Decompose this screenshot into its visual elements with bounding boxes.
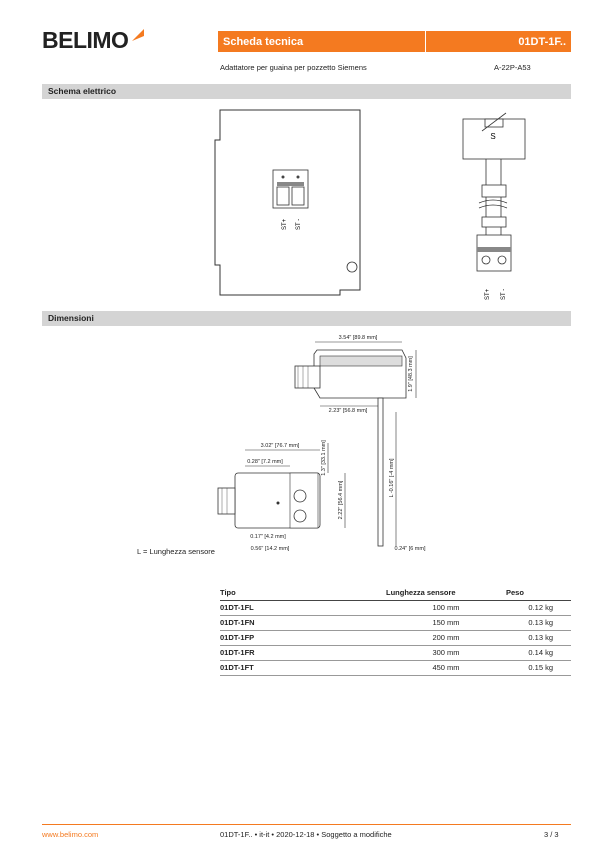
cell-length: 200 mm xyxy=(386,630,506,645)
cell-weight: 0.14 kg xyxy=(506,645,571,660)
dim-top-offset: 2.23" [56.8 mm] xyxy=(328,408,368,414)
header-bar xyxy=(218,31,571,52)
cell-weight: 0.12 kg xyxy=(506,600,571,615)
doc-type: Scheda tecnica xyxy=(223,35,304,48)
header-type: Tipo xyxy=(220,585,386,600)
accessory-code: A-22P-A53 xyxy=(494,63,531,72)
table-row xyxy=(220,630,571,645)
cell-weight: 0.13 kg xyxy=(506,630,571,645)
table-row xyxy=(220,615,571,630)
wiring-schematic-diagram xyxy=(455,105,535,305)
cell-type: 01DT-1FP xyxy=(220,630,386,645)
wiring-housing-diagram xyxy=(210,105,375,300)
belimo-arrow-icon xyxy=(130,27,146,43)
schematic-minus-label: ST - xyxy=(501,288,507,300)
table-row xyxy=(220,600,571,615)
footer-divider xyxy=(42,824,571,825)
product-code: 01DT-1F.. xyxy=(518,35,566,48)
table-header-row xyxy=(220,585,571,600)
section-dimensions: Dimensioni xyxy=(42,311,571,326)
terminal-minus-label: ST - xyxy=(296,218,302,230)
cell-length: 100 mm xyxy=(386,600,506,615)
dim-length: L -0.16" [-4 mm] xyxy=(389,458,395,498)
brand-name: BELIMO xyxy=(42,27,129,53)
header-length: Lunghezza sensore xyxy=(386,585,506,600)
header-weight: Peso xyxy=(506,585,571,600)
dim-front-h2: 2.22" [56.4 mm] xyxy=(338,480,344,520)
length-legend: L = Lunghezza sensore xyxy=(137,547,215,556)
table-row xyxy=(220,660,571,675)
section-wiring: Schema elettrico xyxy=(42,84,571,99)
product-description: Adattatore per guaina per pozzetto Siemens xyxy=(220,63,367,72)
page-number: 3 / 3 xyxy=(544,830,559,839)
dim-front-width: 3.02" [76.7 mm] xyxy=(260,443,300,449)
cell-type: 01DT-1FN xyxy=(220,615,386,630)
cell-weight: 0.13 kg xyxy=(506,615,571,630)
cell-length: 450 mm xyxy=(386,660,506,675)
dim-front-h1: 1.3" [33.1 mm] xyxy=(321,440,327,476)
cell-weight: 0.15 kg xyxy=(506,660,571,675)
dim-probe-dia: 0.24" [6 mm] xyxy=(394,546,426,552)
cell-type: 01DT-1FR xyxy=(220,645,386,660)
cell-type: 01DT-1FL xyxy=(220,600,386,615)
dim-front-b2: 0.56" [14.2 mm] xyxy=(250,546,290,552)
dim-front-b1: 0.17" [4.2 mm] xyxy=(250,534,286,540)
footer-info: 01DT-1F.. • it-it • 2020-12-18 • Soggetto a modifiche xyxy=(220,830,392,839)
cell-length: 300 mm xyxy=(386,645,506,660)
cell-length: 150 mm xyxy=(386,615,506,630)
brand-logo xyxy=(42,27,146,54)
dim-front-inner: 0.28" [7.2 mm] xyxy=(247,459,283,465)
footer-website-link[interactable]: www.belimo.com xyxy=(42,830,99,839)
schematic-plus-label: ST+ xyxy=(485,288,491,300)
table-row xyxy=(220,645,571,660)
dim-top-height: 1.9" [48.3 mm] xyxy=(408,356,414,392)
dimensions-drawing xyxy=(190,328,430,558)
terminal-plus-label: ST+ xyxy=(282,218,288,230)
dim-top-width: 3.54" [89.8 mm] xyxy=(338,335,378,341)
cell-type: 01DT-1FT xyxy=(220,660,386,675)
product-spec-table xyxy=(220,585,571,676)
sensor-label: S xyxy=(490,132,496,141)
